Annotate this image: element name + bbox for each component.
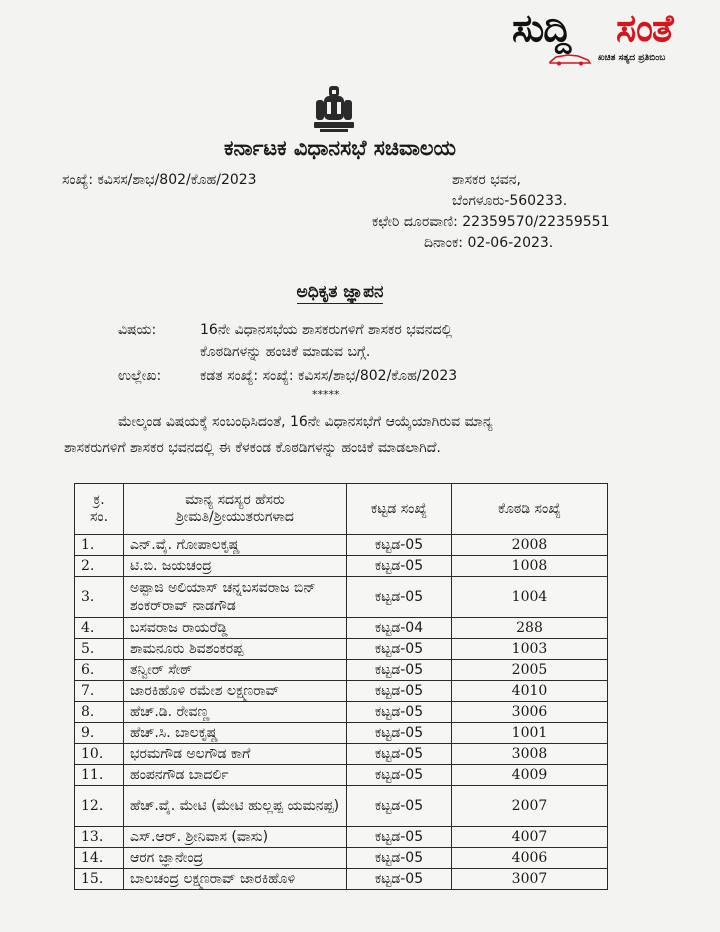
table-row: [75, 618, 608, 639]
building-cell: ಕಟ್ಟಡ-05: [347, 556, 452, 577]
building-cell: ಕಟ್ಟಡ-05: [347, 765, 452, 786]
room-number-cell: 288: [452, 618, 608, 639]
table-row: [75, 681, 608, 702]
reference-number: ಸಂಖ್ಯೆ: ಕವಿಸಸ/ಶಾಭ/802/ಕೊಹ/2023: [62, 172, 257, 188]
building-cell: ಕಟ್ಟಡ-05: [347, 869, 452, 890]
table-row: [75, 723, 608, 744]
office-title: ಕರ್ನಾಟಕ ವಿಧಾನಸಭೆ ಸಚಿವಾಲಯ: [224, 136, 456, 160]
serial-cell: 10.: [75, 744, 124, 765]
logo-tagline: ಖಚಿತ ಸತ್ಯದ ಪ್ರತಿಬಿಂಬ: [598, 53, 666, 63]
room-number-cell: 3007: [452, 869, 608, 890]
office-phone: ಕಛೇರಿ ದೂರವಾಣಿ: 22359570/22359551: [372, 214, 610, 230]
serial-cell: 6.: [75, 660, 124, 681]
building-cell: ಕಟ್ಟಡ-05: [347, 535, 452, 556]
header-member-name: ಮಾನ್ಯ ಸದಸ್ಯರ ಹೆಸರು ಶ್ರೀಮತಿ/ಶ್ರೀಯುತರುಗಳಾದ: [124, 484, 347, 535]
member-name-cell: ಹಂಪನಗೌಡ ಬಾದರ್ಲಿ: [124, 765, 347, 786]
building-cell: ಕಟ್ಟಡ-05: [347, 848, 452, 869]
table-row: [75, 535, 608, 556]
member-name-cell: ಹೆಚ್.ಡಿ. ರೇವಣ್ಣ: [124, 702, 347, 723]
room-number-cell: 2005: [452, 660, 608, 681]
memo-heading: ಅಧಿಕೃತ ಜ್ಞಾಪನ: [296, 282, 384, 302]
table-body: [75, 535, 608, 890]
state-emblem-icon: [306, 82, 362, 134]
room-number-cell: 4009: [452, 765, 608, 786]
table-row: [75, 660, 608, 681]
room-number-cell: 2008: [452, 535, 608, 556]
table-row: [75, 744, 608, 765]
member-name-cell: ಬಾಲಚಂದ್ರ ಲಕ್ಷ್ಮಣರಾವ್ ಜಾರಕಿಹೊಳಿ: [124, 869, 347, 890]
room-number-cell: 3008: [452, 744, 608, 765]
table-row: [75, 848, 608, 869]
building-cell: ಕಟ್ಟಡ-05: [347, 723, 452, 744]
body-line-2: ಶಾಸಕರುಗಳಿಗೆ ಶಾಸಕರ ಭವನದಲ್ಲಿ ಈ ಕೆಳಕಂಡ ಕೊಠಡಿಗಳನ್ನು ಹಂಚಿಕೆ ಮಾಡಲಾಗಿದೆ.: [64, 440, 441, 456]
logo-word-2: ಸಂತೆ: [616, 6, 673, 50]
serial-cell: 3.: [75, 577, 124, 618]
body-line-1: ಮೇಲ್ಕಂಡ ವಿಷಯಕ್ಕೆ ಸಂಬಂಧಿಸಿದಂತೆ, 16ನೇ ವಿಧಾನಸಭೆಗೆ ಆಯ್ಕೆಯಾಗಿರುವ ಮಾನ್ಯ: [118, 414, 493, 430]
table-row: [75, 702, 608, 723]
table-row: [75, 869, 608, 890]
table-row: [75, 765, 608, 786]
building-cell: ಕಟ್ಟಡ-05: [347, 786, 452, 827]
room-allocation-table: [74, 483, 608, 890]
room-number-cell: 4010: [452, 681, 608, 702]
member-name-cell: ಶಾಮನೂರು ಶಿವಶಂಕರಪ್ಪ: [124, 639, 347, 660]
subject-line-2: ಕೊಠಡಿಗಳನ್ನು ಹಂಚಿಕೆ ಮಾಡುವ ಬಗ್ಗೆ.: [200, 344, 371, 360]
logo-word-1: ಸುದ್ದಿ: [512, 6, 571, 50]
room-number-cell: 3006: [452, 702, 608, 723]
member-name-cell: ಅಪ್ಪಾಜಿ ಅಲಿಯಾಸ್ ಚನ್ನಬಸವರಾಜ ಬಿನ್ ಶಂಕರ್‌ರಾವ್ ನಾಡಗೌಡ: [124, 577, 347, 618]
room-number-cell: 1003: [452, 639, 608, 660]
serial-cell: 11.: [75, 765, 124, 786]
building-cell: ಕಟ್ಟಡ-05: [347, 744, 452, 765]
building-cell: ಕಟ್ಟಡ-05: [347, 702, 452, 723]
member-name-cell: ಹೆಚ್.ವೈ. ಮೇಟಿ (ಮೇಟಿ ಹುಲ್ಲಪ್ಪ ಯಮನಪ್ಪ): [124, 786, 347, 827]
address-line-2: ಬೆಂಗಳೂರು-560233.: [452, 193, 568, 209]
letter-date: ದಿನಾಂಕ: 02-06-2023.: [424, 235, 554, 251]
member-name-cell: ಜಾರಕಿಹೊಳಿ ರಮೇಶ ಲಕ್ಷ್ಮಣರಾವ್: [124, 681, 347, 702]
serial-cell: 5.: [75, 639, 124, 660]
building-cell: ಕಟ್ಟಡ-05: [347, 660, 452, 681]
serial-cell: 12.: [75, 786, 124, 827]
member-name-cell: ಎಸ್.ಆರ್. ಶ್ರೀನಿವಾಸ (ವಾಸು): [124, 827, 347, 848]
header-room: ಕೊಠಡಿ ಸಂಖ್ಯೆ: [452, 484, 608, 535]
table-row: [75, 786, 608, 827]
serial-cell: 8.: [75, 702, 124, 723]
member-name-cell: ಭರಮಗೌಡ ಅಲಗೌಡ ಕಾಗೆ: [124, 744, 347, 765]
building-cell: ಕಟ್ಟಡ-05: [347, 827, 452, 848]
serial-cell: 1.: [75, 535, 124, 556]
room-number-cell: 2007: [452, 786, 608, 827]
subject-label: ವಿಷಯ:: [118, 322, 157, 338]
serial-cell: 2.: [75, 556, 124, 577]
building-cell: ಕಟ್ಟಡ-05: [347, 681, 452, 702]
header-building: ಕಟ್ಟಡ ಸಂಖ್ಯೆ: [347, 484, 452, 535]
suddi-sante-logo: [512, 6, 712, 70]
member-name-cell: ಎನ್.ವೈ. ಗೋಪಾಲಕೃಷ್ಣ: [124, 535, 347, 556]
building-cell: ಕಟ್ಟಡ-05: [347, 577, 452, 618]
serial-cell: 4.: [75, 618, 124, 639]
serial-cell: 15.: [75, 869, 124, 890]
address-line-1: ಶಾಸಕರ ಭವನ,: [452, 172, 521, 188]
serial-cell: 9.: [75, 723, 124, 744]
room-number-cell: 1004: [452, 577, 608, 618]
member-name-cell: ಆರಗ ಜ್ಞಾನೇಂದ್ರ: [124, 848, 347, 869]
table-row: [75, 639, 608, 660]
building-cell: ಕಟ್ಟಡ-04: [347, 618, 452, 639]
room-number-cell: 1008: [452, 556, 608, 577]
table-header-row: [75, 484, 608, 535]
reference-label: ಉಲ್ಲೇಖ:: [118, 368, 162, 384]
member-name-cell: ಹೆಚ್.ಸಿ. ಬಾಲಕೃಷ್ಣ: [124, 723, 347, 744]
member-name-cell: ತನ್ವೀರ್ ಸೇಠ್: [124, 660, 347, 681]
member-name-cell: ಬಸವರಾಜ ರಾಯರೆಡ್ಡಿ: [124, 618, 347, 639]
separator: *****: [312, 388, 340, 401]
serial-cell: 13.: [75, 827, 124, 848]
room-number-cell: 1001: [452, 723, 608, 744]
room-number-cell: 4006: [452, 848, 608, 869]
table-row: [75, 556, 608, 577]
serial-cell: 7.: [75, 681, 124, 702]
member-name-cell: ಟಿ.ಬಿ. ಜಯಚಂದ್ರ: [124, 556, 347, 577]
table-row: [75, 827, 608, 848]
reference-text: ಕಡತ ಸಂಖ್ಯೆ: ಸಂಖ್ಯೆ: ಕವಿಸಸ/ಶಾಭ/802/ಕೊಹ/2023: [200, 368, 458, 384]
serial-cell: 14.: [75, 848, 124, 869]
building-cell: ಕಟ್ಟಡ-05: [347, 639, 452, 660]
room-number-cell: 4007: [452, 827, 608, 848]
subject-line-1: 16ನೇ ವಿಧಾನಸಭೆಯ ಶಾಸಕರುಗಳಿಗೆ ಶಾಸಕರ ಭವನದಲ್ಲಿ: [200, 322, 453, 338]
table-row: [75, 577, 608, 618]
header-serial: ಕ್ರ. ಸಂ.: [75, 484, 124, 535]
car-icon: [548, 52, 592, 66]
